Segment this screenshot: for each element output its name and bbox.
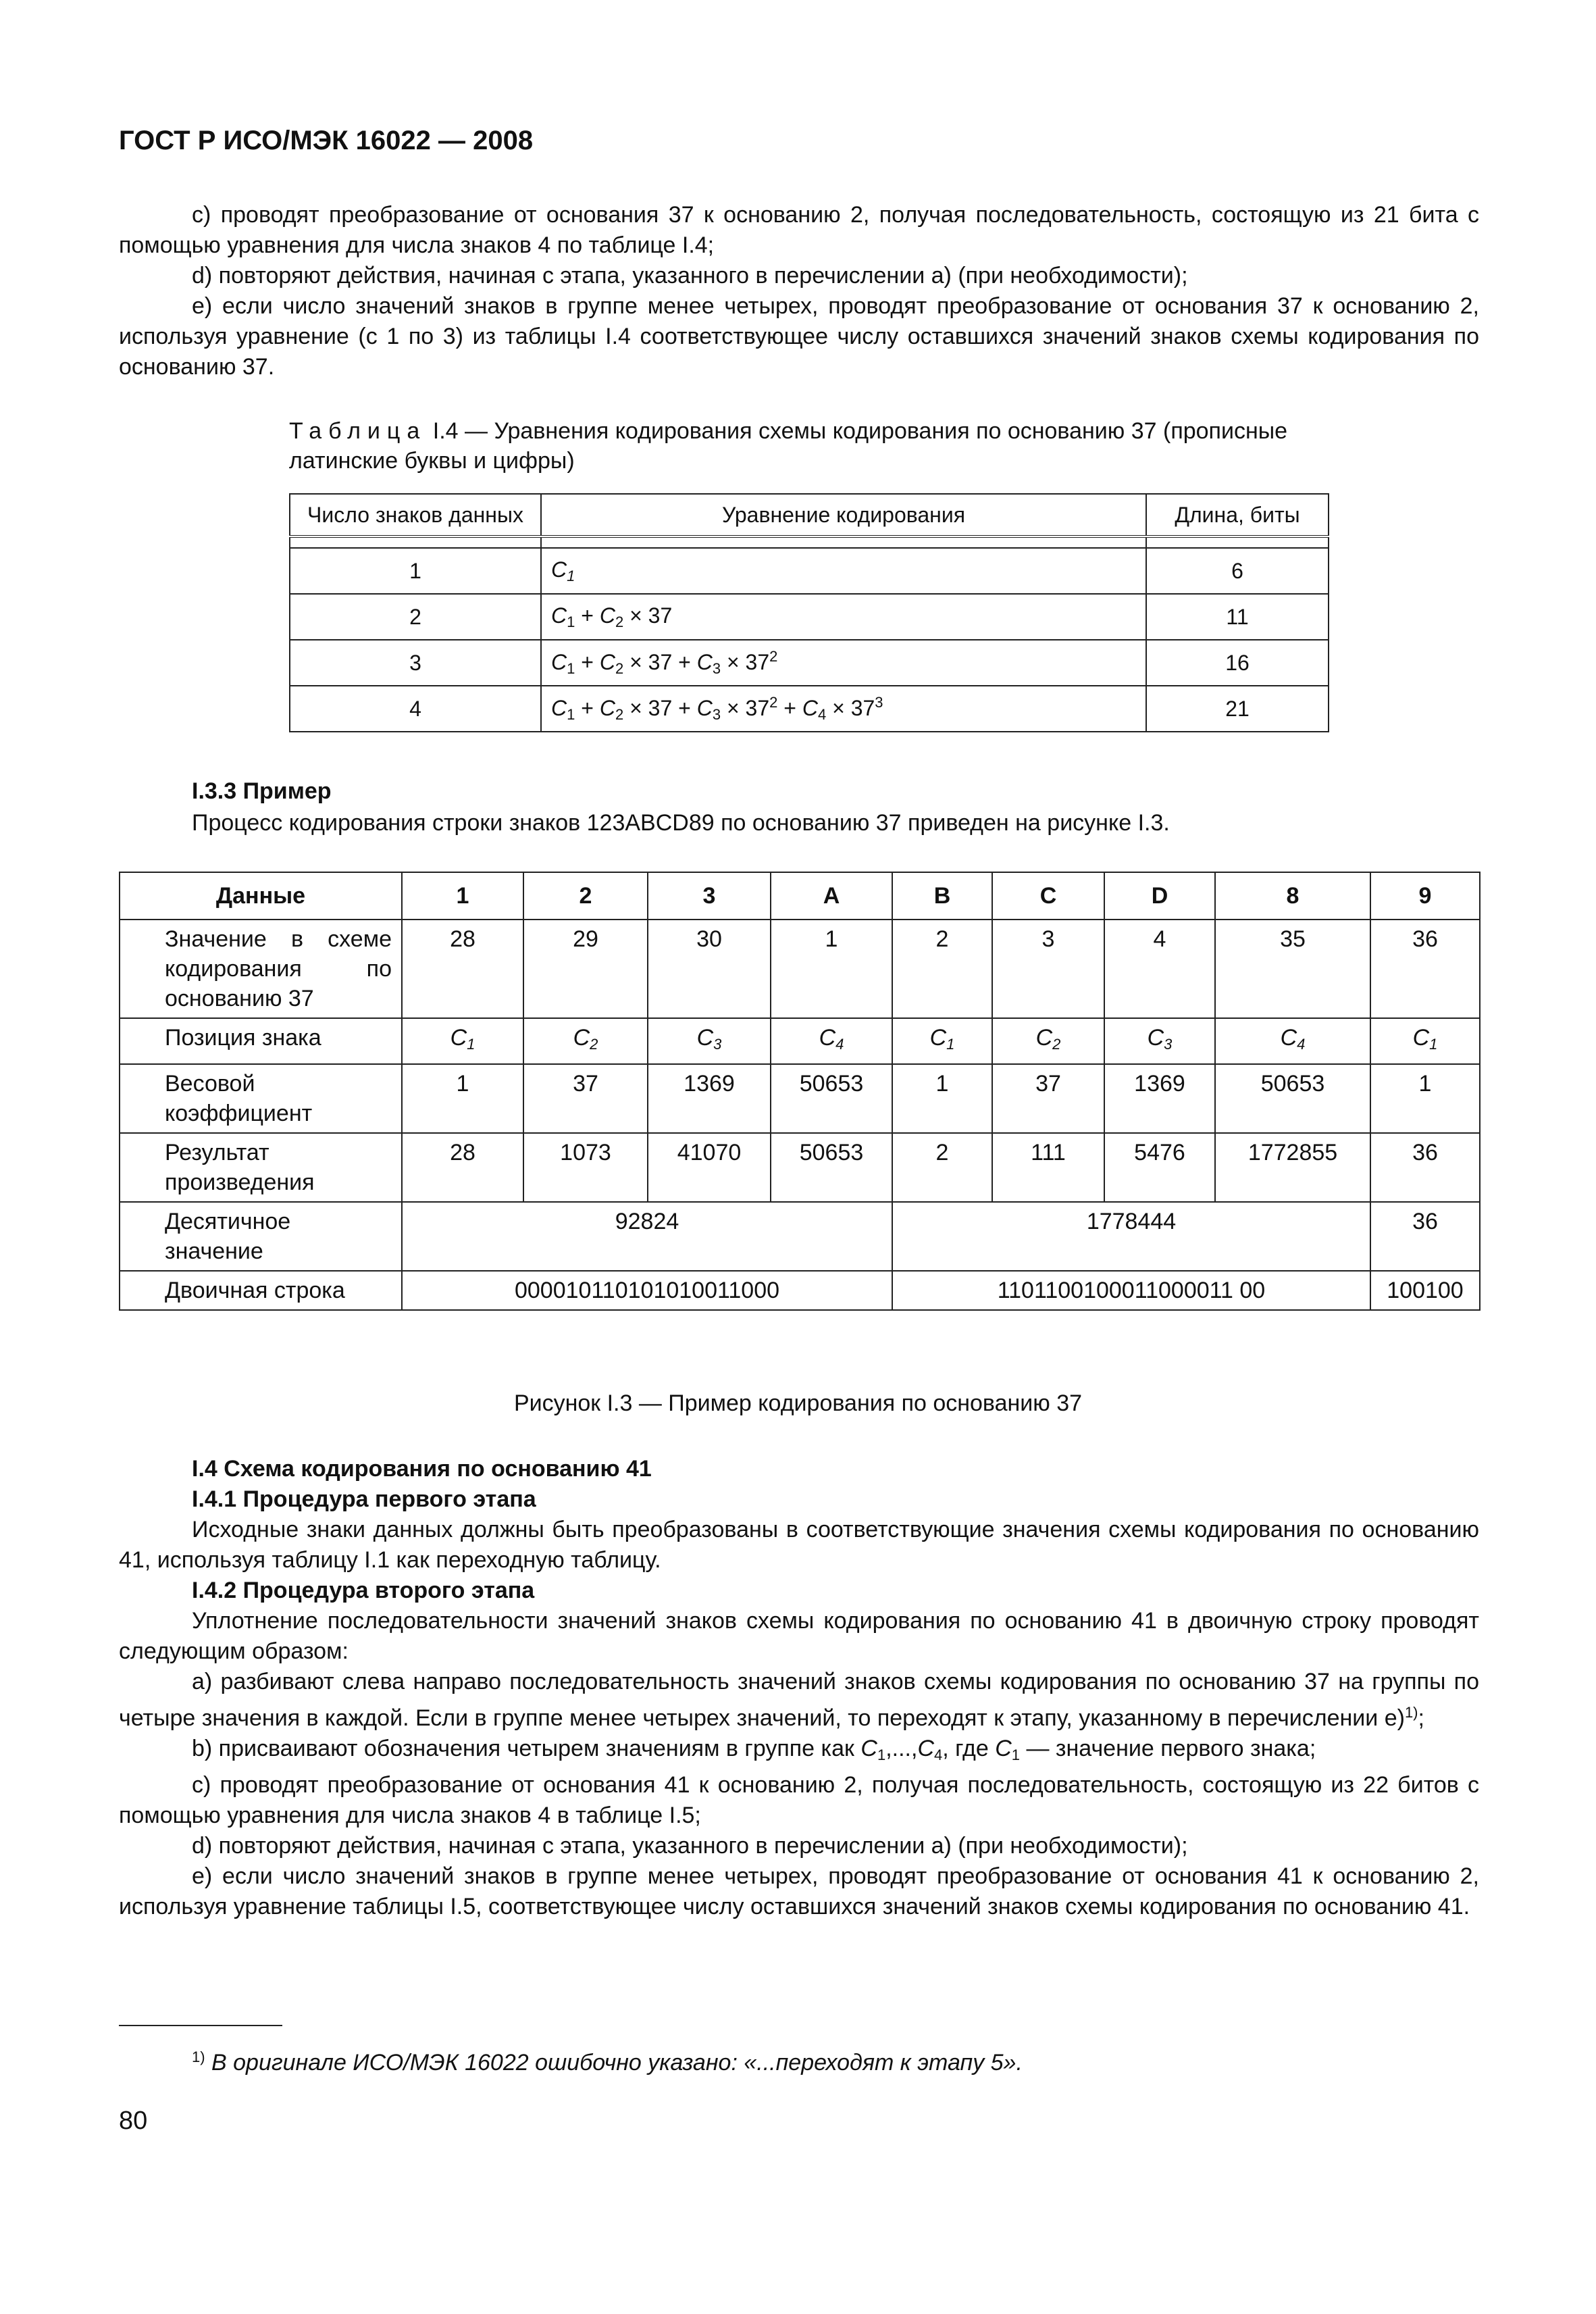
value-cell: 30 [648,920,771,1018]
list-item: b) присваивают обозначения четырем значениям в группе как $C_1,...,C_4$, где $C_1$ — значение первого знака; [192,1736,1316,1763]
data-char: 8 [1215,872,1370,920]
list-item-text: , где [942,1736,996,1761]
position-cell: $C_3$ [1104,1018,1215,1064]
weight-cell: 50653 [1215,1064,1370,1133]
list-item: d) повторяют действия, начиная с этапа, указанного в перечислении а) (при необходимости); [192,1833,1188,1859]
page-number: 80 [119,2107,148,2135]
figure-i3-table [119,872,1481,1311]
product-cell: 1073 [523,1133,648,1202]
figure-caption: Рисунок I.3 — Пример кодирования по основанию 37 [513,1390,1083,1416]
binary-cell: 100100 [1370,1271,1480,1310]
table-row [120,872,1480,920]
list-item-end: ; [1418,1705,1424,1731]
data-char: A [771,872,892,920]
list-item: e) если число значений знаков в группе менее четырех, проводят преобразование от основания 41 к основанию 2, используя уравнение таблицы I.5, соответствующее числу оставшихся значений знаков схемы кодирования по основанию 41. [119,1863,1479,1919]
row-label: Позиция знака [120,1018,402,1064]
table4-count: 3 [290,640,541,686]
intro-item-c: c) проводят преобразование от основания 37 к основанию 2, получая последовательность, состоящую из 21 бита с помощью уравнения для числа знаков 4 по таблице I.4; [119,202,1479,258]
row-label: Значение в схеме кодирования по основанию 37 [120,920,402,1018]
table4-header: Длина, биты [1146,494,1329,536]
footnote-divider [119,2025,282,2026]
footnote-ref: 1) [1404,1704,1418,1721]
table4-length: 16 [1146,640,1329,686]
data-char: B [892,872,992,920]
position-cell: $C_2$ [992,1018,1104,1064]
product-cell: 28 [402,1133,523,1202]
binary-cell: 1101100100011000011 00 [892,1271,1370,1310]
table4-header-separator [290,536,1329,548]
product-cell: 2 [892,1133,992,1202]
value-cell: 1 [771,920,892,1018]
list-item-text: а) разбивают слева направо последовательность значений знаков схемы кодирования по основанию 37 на группы по четыре значения в каждой. Если в группе менее четырех значений, то переходят к этапу, указанному в перечислении е) [119,1669,1479,1731]
decimal-cell: 92824 [402,1202,892,1271]
value-cell: 3 [992,920,1104,1018]
table4-caption-text: I.4 — Уравнения кодирования схемы кодирования по основанию 37 (прописные латинские буквы и цифры) [289,418,1288,474]
footnote-mark: 1) [192,2048,205,2065]
value-cell: 4 [1104,920,1215,1018]
table-row [290,686,1329,732]
table4-caption [289,416,1328,476]
data-char: 9 [1370,872,1480,920]
value-cell: 28 [402,920,523,1018]
example-heading: I.3.3 Пример [192,778,332,804]
product-cell: 1772855 [1215,1133,1370,1202]
section-i4 [119,1454,1479,1922]
section-heading: I.4 Схема кодирования по основанию 41 [192,1456,652,1482]
list-item: c) проводят преобразование от основания 41 к основанию 2, получая последовательность, состоящую из 22 битов с помощью уравнения для числа знаков 4 в таблице I.5; [119,1772,1479,1828]
table4-equation: $C_1 + C_2 \times 37 + C_3 \times 37^2$ [541,640,1146,686]
position-cell: $C_4$ [1215,1018,1370,1064]
data-char: 3 [648,872,771,920]
position-cell: $C_1$ [402,1018,523,1064]
table4-count: 4 [290,686,541,732]
value-cell: 35 [1215,920,1370,1018]
table4 [289,493,1329,732]
table4-caption-word: Таблица [289,418,427,444]
table-row [290,594,1329,640]
table-row [120,1202,1480,1271]
position-cell: $C_4$ [771,1018,892,1064]
table-row [290,640,1329,686]
value-cell: 2 [892,920,992,1018]
list-item-text: b) присваивают обозначения четырем значениям в группе как [192,1736,861,1761]
table-row [120,1064,1480,1133]
footnote-text: В оригинале ИСО/МЭК 16022 ошибочно указано: «...переходят к этапу 5». [205,2050,1023,2076]
table-row [290,548,1329,594]
intro-text [119,200,1479,382]
decimal-cell: 36 [1370,1202,1480,1271]
paragraph: Уплотнение последовательности значений знаков схемы кодирования по основанию 41 в двоичную строку проводят следующим образом: [119,1608,1479,1664]
subsection-heading: I.4.1 Процедура первого этапа [192,1486,536,1512]
data-char: 2 [523,872,648,920]
example-text: Процесс кодирования строки знаков 123ABCD89 по основанию 37 приведен на рисунке I.3. [192,810,1170,836]
row-label: Результат произведения [120,1133,402,1202]
row-label: Двоичная строка [120,1271,402,1310]
weight-cell: 37 [523,1064,648,1133]
weight-cell: 1369 [648,1064,771,1133]
value-cell: 36 [1370,920,1480,1018]
weight-cell: 1 [892,1064,992,1133]
product-cell: 36 [1370,1133,1480,1202]
table4-equation: $C_1 + C_2 \times 37 + C_3 \times 37^2 + C_4 \times 37^3$ [541,686,1146,732]
table4-length: 11 [1146,594,1329,640]
weight-cell: 50653 [771,1064,892,1133]
table-row [120,1271,1480,1310]
table4-equation: $C_1 + C_2 \times 37$ [541,594,1146,640]
table4-count: 2 [290,594,541,640]
position-cell: $C_3$ [648,1018,771,1064]
table4-equation: $C_1$ [541,548,1146,594]
position-cell: $C_2$ [523,1018,648,1064]
product-cell: 50653 [771,1133,892,1202]
data-char: 1 [402,872,523,920]
list-item [119,1667,1479,1734]
paragraph: Исходные знаки данных должны быть преобразованы в соответствующие значения схемы кодирования по основанию 41, используя таблицу I.1 как переходную таблицу. [119,1517,1479,1573]
table4-count: 1 [290,548,541,594]
weight-cell: 1 [1370,1064,1480,1133]
table4-header: Число знаков данных [290,494,541,536]
table-row [120,920,1480,1018]
weight-cell: 1369 [1104,1064,1215,1133]
table-row [120,1018,1480,1064]
position-cell: $C_1$ [1370,1018,1480,1064]
table4-header-row [290,494,1329,536]
product-cell: 111 [992,1133,1104,1202]
data-header-label: Данные [120,872,402,920]
weight-cell: 37 [992,1064,1104,1133]
product-cell: 5476 [1104,1133,1215,1202]
table4-length: 6 [1146,548,1329,594]
decimal-cell: 1778444 [892,1202,1370,1271]
product-cell: 41070 [648,1133,771,1202]
weight-cell: 1 [402,1064,523,1133]
row-label: Десятичное значение [120,1202,402,1271]
footnote [192,2048,1023,2076]
intro-item-d: d) повторяют действия, начиная с этапа, указанного в перечислении а) (при необходимости); [192,263,1188,288]
table4-length: 21 [1146,686,1329,732]
table-row [120,1133,1480,1202]
row-label: Весовой коэффициент [120,1064,402,1133]
position-cell: $C_1$ [892,1018,992,1064]
list-item-text: — значение первого знака; [1020,1736,1316,1761]
subsection-heading: I.4.2 Процедура второго этапа [192,1578,535,1603]
data-char: D [1104,872,1215,920]
binary-cell: 000010110101010011000 [402,1271,892,1310]
data-char: C [992,872,1104,920]
table4-header: Уравнение кодирования [541,494,1146,536]
intro-item-e: e) если число значений знаков в группе менее четырех, проводят преобразование от основания 37 к основанию 2, используя уравнение (с 1 по 3) из таблицы I.4 соответствующее числу оставшихся значений знаков схемы кодирования по основанию 37. [119,293,1479,380]
page-header-title: ГОСТ Р ИСО/МЭК 16022 — 2008 [119,126,534,155]
value-cell: 29 [523,920,648,1018]
